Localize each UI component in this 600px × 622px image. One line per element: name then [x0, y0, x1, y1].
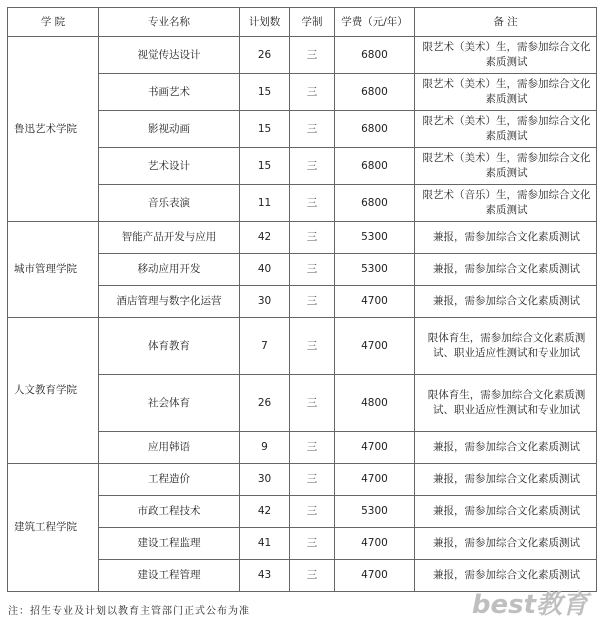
major-name: 影视动画	[99, 111, 240, 148]
duration: 三	[290, 185, 335, 222]
tuition-fee: 6800	[335, 185, 415, 222]
duration: 三	[290, 74, 335, 111]
remark: 兼报，需参加综合文化素质测试	[415, 286, 597, 318]
plan-count: 42	[240, 222, 290, 254]
duration: 三	[290, 432, 335, 464]
tuition-fee: 4800	[335, 375, 415, 432]
tuition-fee: 4700	[335, 528, 415, 560]
major-name: 市政工程技术	[99, 496, 240, 528]
duration: 三	[290, 222, 335, 254]
plan-count: 7	[240, 318, 290, 375]
remark: 兼报，需参加综合文化素质测试	[415, 222, 597, 254]
plan-count: 26	[240, 37, 290, 74]
plan-count: 11	[240, 185, 290, 222]
remark: 兼报，需参加综合文化素质测试	[415, 464, 597, 496]
tuition-fee: 6800	[335, 148, 415, 185]
remark: 限艺术（美术）生，需参加综合文化素质测试	[415, 148, 597, 185]
major-name: 书画艺术	[99, 74, 240, 111]
remark: 限艺术（美术）生，需参加综合文化素质测试	[415, 74, 597, 111]
remark: 兼报，需参加综合文化素质测试	[415, 528, 597, 560]
tuition-fee: 4700	[335, 318, 415, 375]
duration: 三	[290, 464, 335, 496]
major-name: 社会体育	[99, 375, 240, 432]
duration: 三	[290, 111, 335, 148]
plan-count: 15	[240, 111, 290, 148]
remark: 限艺术（音乐）生，需参加综合文化素质测试	[415, 185, 597, 222]
header-plan: 计划数	[240, 8, 290, 37]
duration: 三	[290, 148, 335, 185]
college-name: 人文教育学院	[8, 318, 99, 464]
major-name: 智能产品开发与应用	[99, 222, 240, 254]
remark: 限体育生，需参加综合文化素质测试、职业适应性测试和专业加试	[415, 375, 597, 432]
duration: 三	[290, 496, 335, 528]
tuition-fee: 4700	[335, 286, 415, 318]
tuition-fee: 5300	[335, 222, 415, 254]
table-row	[8, 222, 597, 254]
plan-count: 30	[240, 464, 290, 496]
major-name: 工程造价	[99, 464, 240, 496]
plan-count: 42	[240, 496, 290, 528]
table-row	[8, 318, 597, 375]
major-name: 酒店管理与数字化运营	[99, 286, 240, 318]
major-name: 体育教育	[99, 318, 240, 375]
plan-count: 40	[240, 254, 290, 286]
tuition-fee: 6800	[335, 74, 415, 111]
plan-count: 9	[240, 432, 290, 464]
plan-count: 15	[240, 74, 290, 111]
major-name: 应用韩语	[99, 432, 240, 464]
header-fee: 学费（元/年）	[335, 8, 415, 37]
remark: 限体育生，需参加综合文化素质测试、职业适应性测试和专业加试	[415, 318, 597, 375]
watermark-logo: best教育	[471, 590, 588, 620]
tuition-fee: 6800	[335, 37, 415, 74]
major-name: 视觉传达设计	[99, 37, 240, 74]
major-name: 音乐表演	[99, 185, 240, 222]
remark: 限艺术（美术）生，需参加综合文化素质测试	[415, 111, 597, 148]
remark: 兼报，需参加综合文化素质测试	[415, 254, 597, 286]
table-row	[8, 464, 597, 496]
major-name: 建设工程监理	[99, 528, 240, 560]
duration: 三	[290, 37, 335, 74]
college-name: 鲁迅艺术学院	[8, 37, 99, 222]
duration: 三	[290, 560, 335, 592]
college-name: 城市管理学院	[8, 222, 99, 318]
tuition-fee: 5300	[335, 254, 415, 286]
remark: 兼报，需参加综合文化素质测试	[415, 496, 597, 528]
plan-count: 15	[240, 148, 290, 185]
major-name: 移动应用开发	[99, 254, 240, 286]
header-major: 专业名称	[99, 8, 240, 37]
plan-count: 30	[240, 286, 290, 318]
remark: 兼报，需参加综合文化素质测试	[415, 432, 597, 464]
plan-count: 26	[240, 375, 290, 432]
tuition-fee: 4700	[335, 464, 415, 496]
duration: 三	[290, 286, 335, 318]
header-college: 学 院	[8, 8, 99, 37]
tuition-fee: 4700	[335, 560, 415, 592]
duration: 三	[290, 318, 335, 375]
tuition-fee: 4700	[335, 432, 415, 464]
major-name: 艺术设计	[99, 148, 240, 185]
enrollment-plan-table	[7, 7, 597, 592]
college-name: 建筑工程学院	[8, 464, 99, 592]
plan-count: 43	[240, 560, 290, 592]
header-remark: 备 注	[415, 8, 597, 37]
footnote: 注：招生专业及计划以教育主管部门正式公布为准	[8, 606, 250, 617]
remark: 兼报，需参加综合文化素质测试	[415, 560, 597, 592]
tuition-fee: 6800	[335, 111, 415, 148]
duration: 三	[290, 375, 335, 432]
duration: 三	[290, 254, 335, 286]
tuition-fee: 5300	[335, 496, 415, 528]
table-header-row	[8, 8, 597, 37]
remark: 限艺术（美术）生，需参加综合文化素质测试	[415, 37, 597, 74]
major-name: 建设工程管理	[99, 560, 240, 592]
table-row	[8, 37, 597, 74]
header-duration: 学制	[290, 8, 335, 37]
table-body	[8, 37, 597, 592]
plan-count: 41	[240, 528, 290, 560]
duration: 三	[290, 528, 335, 560]
